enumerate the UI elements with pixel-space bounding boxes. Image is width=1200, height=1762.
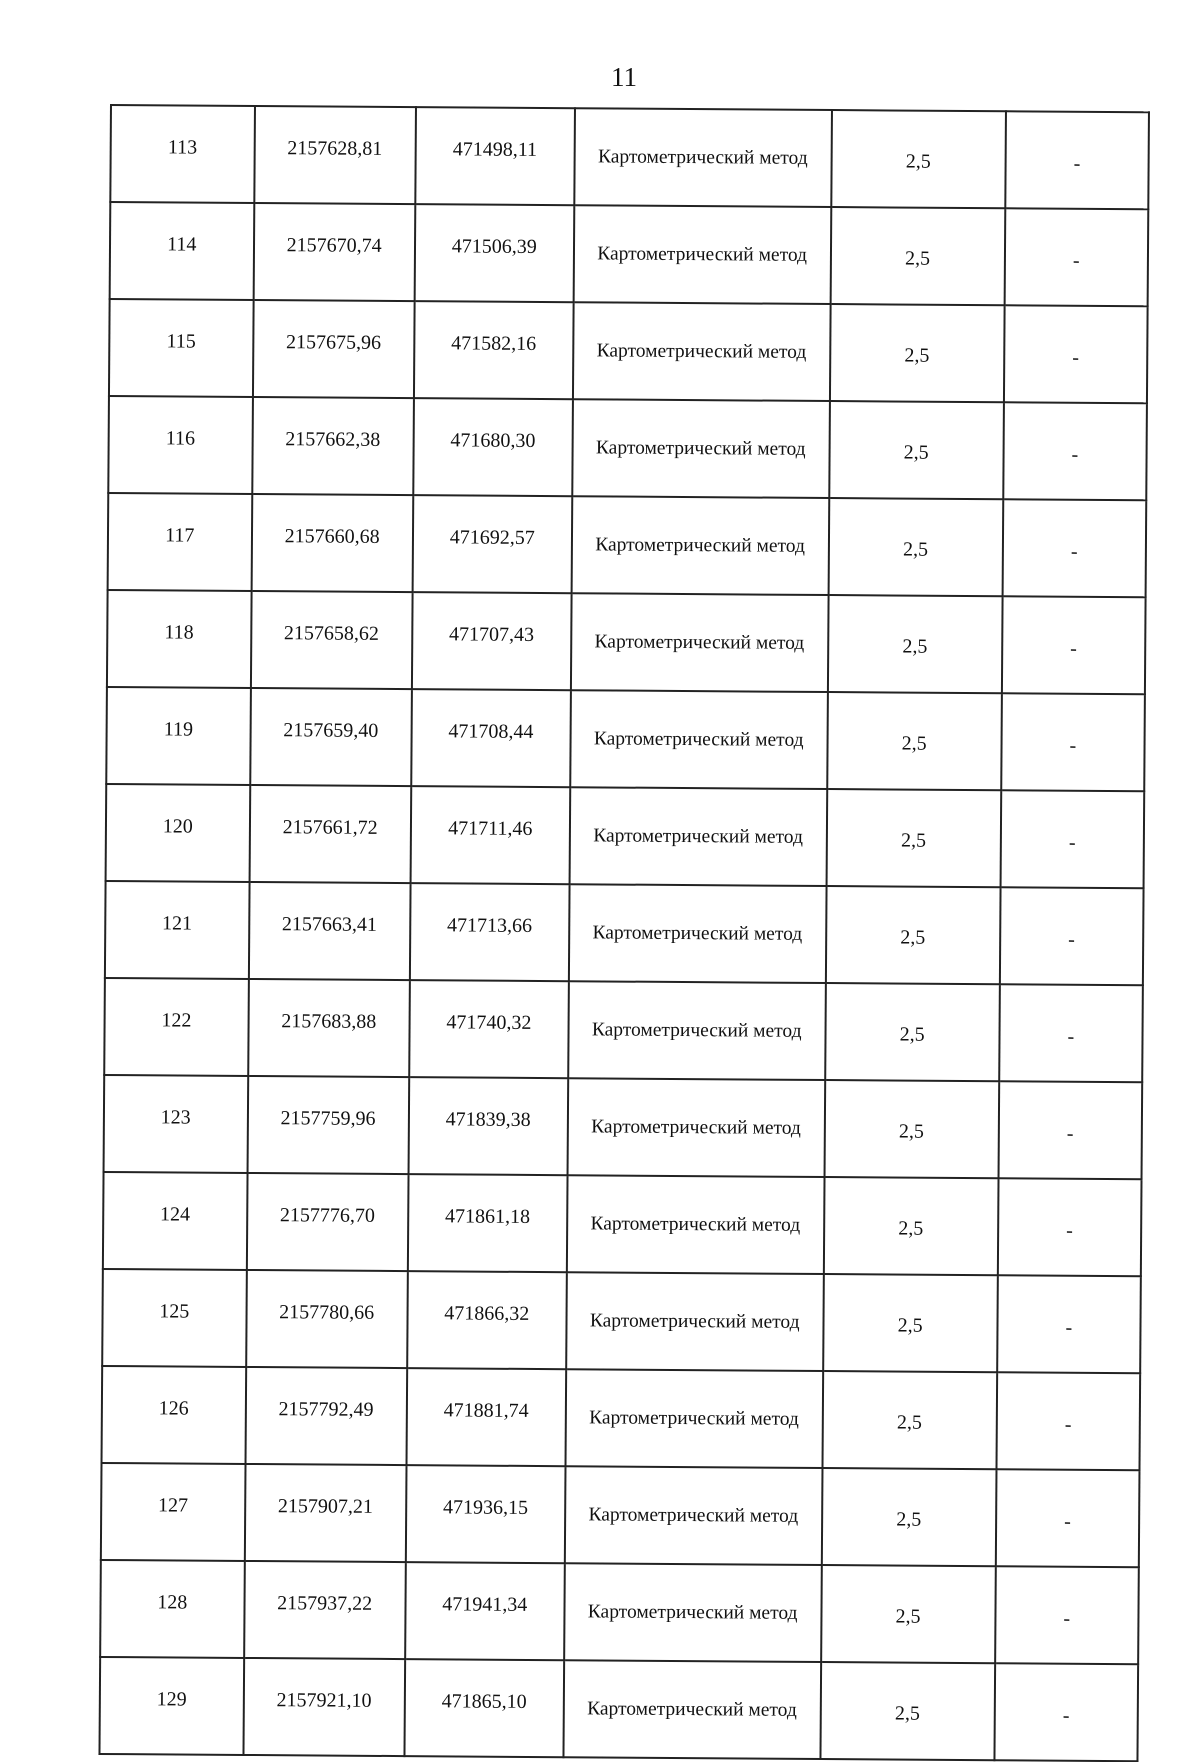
y-coordinate-cell: 471740,32 bbox=[409, 980, 569, 1078]
y-coordinate-cell: 471881,74 bbox=[406, 1368, 566, 1466]
note-cell: - bbox=[998, 1178, 1142, 1276]
point-number-cell: 126 bbox=[102, 1366, 246, 1464]
table-row bbox=[102, 1269, 1141, 1373]
x-coordinate-cell: 2157675,96 bbox=[253, 300, 415, 398]
note-cell: - bbox=[994, 1663, 1138, 1761]
x-coordinate-cell: 2157792,49 bbox=[245, 1367, 407, 1465]
table-row bbox=[104, 1075, 1143, 1179]
accuracy-cell: 2,5 bbox=[822, 1371, 997, 1469]
x-coordinate-cell: 2157663,41 bbox=[248, 882, 410, 980]
y-coordinate-cell: 471713,66 bbox=[410, 883, 570, 981]
table-row bbox=[102, 1366, 1141, 1470]
y-coordinate-cell: 471865,10 bbox=[404, 1659, 564, 1757]
point-number-cell: 123 bbox=[104, 1075, 248, 1173]
table-row bbox=[108, 493, 1147, 597]
x-coordinate-cell: 2157670,74 bbox=[253, 203, 415, 301]
table-row bbox=[101, 1463, 1140, 1567]
table-row bbox=[106, 784, 1145, 888]
point-number-cell: 115 bbox=[109, 299, 253, 397]
point-number-cell: 114 bbox=[110, 202, 254, 300]
accuracy-cell: 2,5 bbox=[821, 1565, 996, 1663]
note-cell: - bbox=[998, 1081, 1142, 1179]
accuracy-cell: 2,5 bbox=[829, 401, 1004, 499]
table-row bbox=[105, 881, 1144, 985]
y-coordinate-cell: 471582,16 bbox=[414, 301, 574, 399]
table-row bbox=[110, 202, 1149, 306]
method-cell: Картометрический метод bbox=[570, 690, 827, 789]
note-cell: - bbox=[1002, 596, 1146, 694]
accuracy-cell: 2,5 bbox=[830, 304, 1005, 402]
y-coordinate-cell: 471680,30 bbox=[413, 398, 573, 496]
table-row bbox=[108, 396, 1147, 500]
point-number-cell: 118 bbox=[107, 590, 251, 688]
x-coordinate-cell: 2157660,68 bbox=[251, 494, 413, 592]
note-cell: - bbox=[999, 984, 1143, 1082]
method-cell: Картометрический метод bbox=[571, 593, 828, 692]
x-coordinate-cell: 2157662,38 bbox=[252, 397, 414, 495]
x-coordinate-cell: 2157759,96 bbox=[247, 1076, 409, 1174]
note-cell: - bbox=[1005, 111, 1149, 209]
point-number-cell: 129 bbox=[99, 1657, 243, 1755]
method-cell: Картометрический метод bbox=[573, 302, 830, 401]
y-coordinate-cell: 471936,15 bbox=[406, 1465, 566, 1563]
x-coordinate-cell: 2157937,22 bbox=[244, 1561, 406, 1659]
x-coordinate-cell: 2157921,10 bbox=[243, 1658, 405, 1756]
method-cell: Картометрический метод bbox=[572, 399, 829, 498]
method-cell: Картометрический метод bbox=[567, 1175, 824, 1274]
x-coordinate-cell: 2157659,40 bbox=[250, 688, 412, 786]
accuracy-cell: 2,5 bbox=[828, 498, 1003, 596]
note-cell: - bbox=[1000, 887, 1144, 985]
y-coordinate-cell: 471708,44 bbox=[411, 689, 571, 787]
note-cell: - bbox=[1000, 790, 1144, 888]
y-coordinate-cell: 471941,34 bbox=[405, 1562, 565, 1660]
coordinates-table bbox=[98, 104, 1150, 1762]
method-cell: Картометрический метод bbox=[573, 205, 830, 304]
point-number-cell: 116 bbox=[108, 396, 252, 494]
method-cell: Картометрический метод bbox=[563, 1660, 820, 1759]
table-row bbox=[106, 687, 1145, 791]
x-coordinate-cell: 2157907,21 bbox=[244, 1464, 406, 1562]
y-coordinate-cell: 471506,39 bbox=[414, 204, 574, 302]
accuracy-cell: 2,5 bbox=[831, 110, 1006, 208]
y-coordinate-cell: 471839,38 bbox=[408, 1077, 568, 1175]
method-cell: Картометрический метод bbox=[571, 496, 828, 595]
method-cell: Картометрический метод bbox=[566, 1272, 823, 1371]
x-coordinate-cell: 2157628,81 bbox=[254, 106, 416, 204]
x-coordinate-cell: 2157658,62 bbox=[251, 591, 413, 689]
note-cell: - bbox=[996, 1372, 1140, 1470]
y-coordinate-cell: 471498,11 bbox=[415, 107, 575, 205]
accuracy-cell: 2,5 bbox=[821, 1468, 996, 1566]
point-number-cell: 127 bbox=[101, 1463, 245, 1561]
note-cell: - bbox=[1001, 693, 1145, 791]
method-cell: Картометрический метод bbox=[567, 1078, 824, 1177]
table-row bbox=[107, 590, 1146, 694]
accuracy-cell: 2,5 bbox=[827, 692, 1002, 790]
page-number: 11 bbox=[611, 62, 637, 92]
point-number-cell: 125 bbox=[102, 1269, 246, 1367]
note-cell: - bbox=[996, 1469, 1140, 1567]
accuracy-cell: 2,5 bbox=[827, 595, 1002, 693]
x-coordinate-cell: 2157683,88 bbox=[248, 979, 410, 1077]
table-row bbox=[104, 978, 1143, 1082]
table-row bbox=[100, 1560, 1139, 1664]
note-cell: - bbox=[1003, 402, 1147, 500]
method-cell: Картометрический метод bbox=[564, 1563, 821, 1662]
note-cell: - bbox=[997, 1275, 1141, 1373]
point-number-cell: 121 bbox=[105, 881, 249, 979]
y-coordinate-cell: 471711,46 bbox=[410, 786, 570, 884]
table-row bbox=[110, 105, 1149, 209]
table-body bbox=[99, 105, 1148, 1761]
accuracy-cell: 2,5 bbox=[820, 1662, 995, 1760]
point-number-cell: 119 bbox=[106, 687, 250, 785]
y-coordinate-cell: 471707,43 bbox=[412, 592, 572, 690]
note-cell: - bbox=[995, 1566, 1139, 1664]
y-coordinate-cell: 471692,57 bbox=[412, 495, 572, 593]
x-coordinate-cell: 2157780,66 bbox=[246, 1270, 408, 1368]
table-row bbox=[103, 1172, 1142, 1276]
point-number-cell: 117 bbox=[108, 493, 252, 591]
x-coordinate-cell: 2157776,70 bbox=[246, 1173, 408, 1271]
y-coordinate-cell: 471861,18 bbox=[408, 1174, 568, 1272]
accuracy-cell: 2,5 bbox=[826, 789, 1001, 887]
method-cell: Картометрический метод bbox=[565, 1369, 822, 1468]
note-cell: - bbox=[1004, 305, 1148, 403]
accuracy-cell: 2,5 bbox=[830, 207, 1005, 305]
accuracy-cell: 2,5 bbox=[823, 1177, 998, 1275]
table-row bbox=[109, 299, 1148, 403]
accuracy-cell: 2,5 bbox=[825, 983, 1000, 1081]
note-cell: - bbox=[1002, 499, 1146, 597]
method-cell: Картометрический метод bbox=[569, 787, 826, 886]
method-cell: Картометрический метод bbox=[565, 1466, 822, 1565]
table-row bbox=[99, 1657, 1138, 1761]
x-coordinate-cell: 2157661,72 bbox=[249, 785, 411, 883]
y-coordinate-cell: 471866,32 bbox=[407, 1271, 567, 1369]
method-cell: Картометрический метод bbox=[569, 884, 826, 983]
point-number-cell: 122 bbox=[104, 978, 248, 1076]
accuracy-cell: 2,5 bbox=[825, 886, 1000, 984]
point-number-cell: 124 bbox=[103, 1172, 247, 1270]
accuracy-cell: 2,5 bbox=[823, 1274, 998, 1372]
method-cell: Картометрический метод bbox=[574, 108, 831, 207]
point-number-cell: 113 bbox=[110, 105, 254, 203]
accuracy-cell: 2,5 bbox=[824, 1080, 999, 1178]
point-number-cell: 128 bbox=[100, 1560, 244, 1658]
note-cell: - bbox=[1004, 208, 1148, 306]
point-number-cell: 120 bbox=[106, 784, 250, 882]
method-cell: Картометрический метод bbox=[568, 981, 825, 1080]
